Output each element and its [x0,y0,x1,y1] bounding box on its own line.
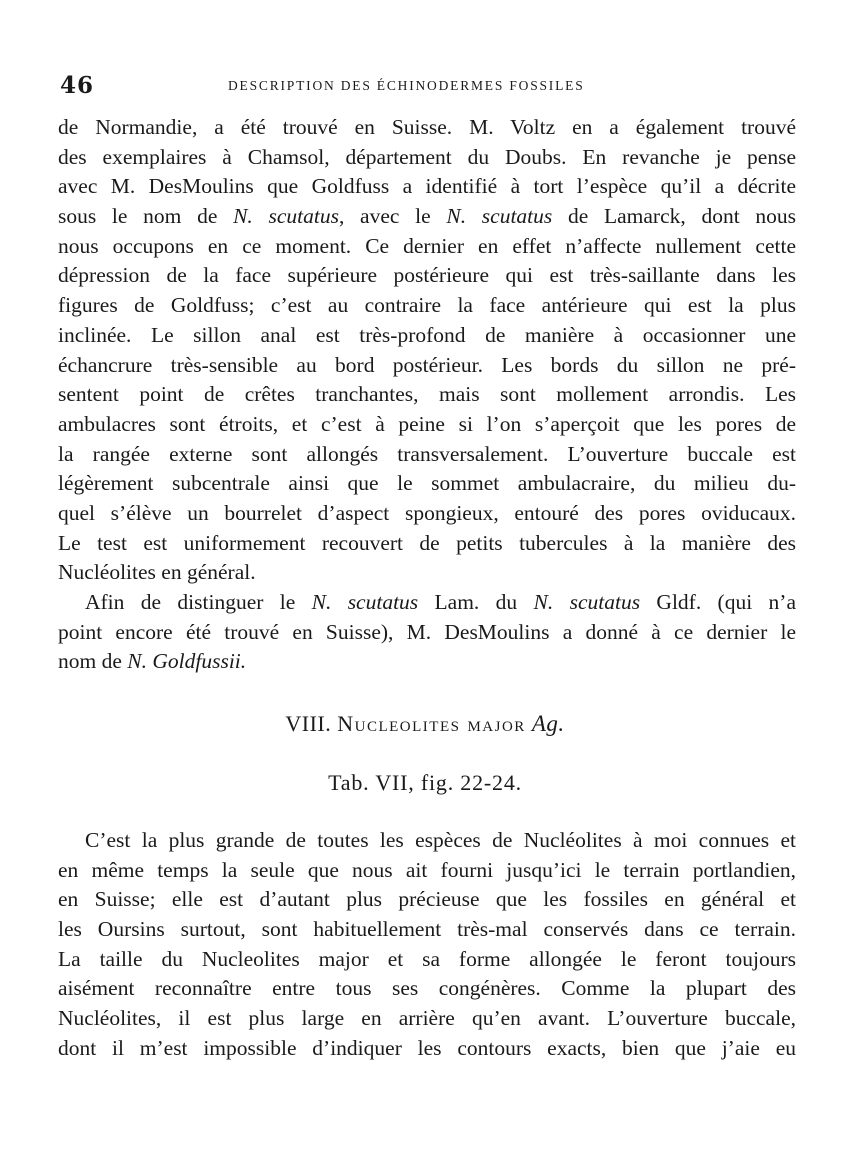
text-line: nous occupons en ce moment. Ce dernier en effet n’affecte nullement cette [58,233,796,258]
species-name: N. scutatus [533,590,641,614]
text-line: dépression de la face supérieure postérieure qui est très-saillante dans les [58,263,796,288]
text-line: ambulacres sont étroits, et c’est à peine si l’on s’aperçoit que les pores de [58,411,796,436]
text-line: avec M. DesMoulins que Goldfuss a identifié à tort l’espèce qu’il a décrite [58,174,796,199]
section-author: Ag. [531,711,565,736]
text-run: nom de [58,649,128,674]
species-name: N. scutatus [233,204,339,229]
text-run: Lam. du [418,590,534,614]
species-name: N. Goldfussii. [127,649,247,674]
page-header [60,72,800,102]
text-line: figures de Goldfuss; c’est au contraire la face antérieure qui est la plus [58,293,796,318]
paragraph-description [58,826,796,1064]
text-line: de Normandie, a été trouvé en Suisse. M. Voltz en a également trouvé [58,115,796,139]
text-line: Nucléolites, il est plus large en arrière qu’en avant. L’ouverture buccale, [58,1006,796,1031]
text-line: Le test est uniformement recouvert de petits tubercules à la manière des [58,530,796,555]
species-name: N. scutatus [446,204,553,229]
running-head: DESCRIPTION DES ÉCHINODERMES FOSSILES [228,78,585,93]
page-number: 46 [60,72,95,99]
text-line: quel s’élève un bourrelet d’aspect spongieux, entouré des pores oviducaux. [58,500,796,525]
species-name: N. scutatus [311,590,419,614]
text-run: Afin de distinguer le [85,590,312,614]
text-line [58,588,796,618]
section-heading [0,711,850,737]
text-line: sous le nom de N. scutatus, avec le N. scutatus de Lamarck, dont nous [58,204,796,229]
section-species-name: Nucleolites major [337,711,526,736]
text-line: les Oursins surtout, sont habituellement très-mal conservés dans ce terrain. [58,917,796,942]
plate-reference: Tab. VII, fig. 22-24. [328,770,522,795]
text-line: des exemplaires à Chamsol, département du Doubs. En revanche je pense [58,144,796,169]
text-line: légèrement subcentrale ainsi que le sommet ambulacraire, du milieu du- [58,471,796,496]
text-line: en Suisse; elle est d’autant plus précieuse que les fossiles en général et [58,887,796,912]
text-line: La taille du Nucleolites major et sa forme allongée le feront toujours [58,946,796,971]
text-line: dont il m’est impossible d’indiquer les contours exacts, bien que j’aie eu [58,1035,796,1060]
text-line: inclinée. Le sillon anal est très-profond de manière à occasionner une [58,322,796,347]
section-numeral: VIII. [285,711,332,736]
text-line: Nucléolites en général. [58,560,256,585]
text-run: Gldf. (qui n’a [640,590,796,614]
text-line: en même temps la seule que nous ait fourni jusqu’ici le terrain portlandien, [58,857,796,882]
text-line: aisément reconnaître entre tous ses congénères. Comme la plupart des [58,976,796,1001]
paragraph-continued [58,113,796,677]
text-line: la rangée externe sont allongés transversalement. L’ouverture buccale est [58,441,796,466]
text-line: échancrure très-sensible au bord postérieur. Les bords du sillon ne pré- [58,352,796,377]
text-line: C’est la plus grande de toutes les espèces de Nucléolites à moi connues et [85,828,796,852]
text-line: point encore été trouvé en Suisse), M. DesMoulins a donné à ce dernier le [58,619,796,644]
text-line: sentent point de crêtes tranchantes, mais sont mollement arrondis. Les [58,382,796,407]
text-line [58,647,796,677]
